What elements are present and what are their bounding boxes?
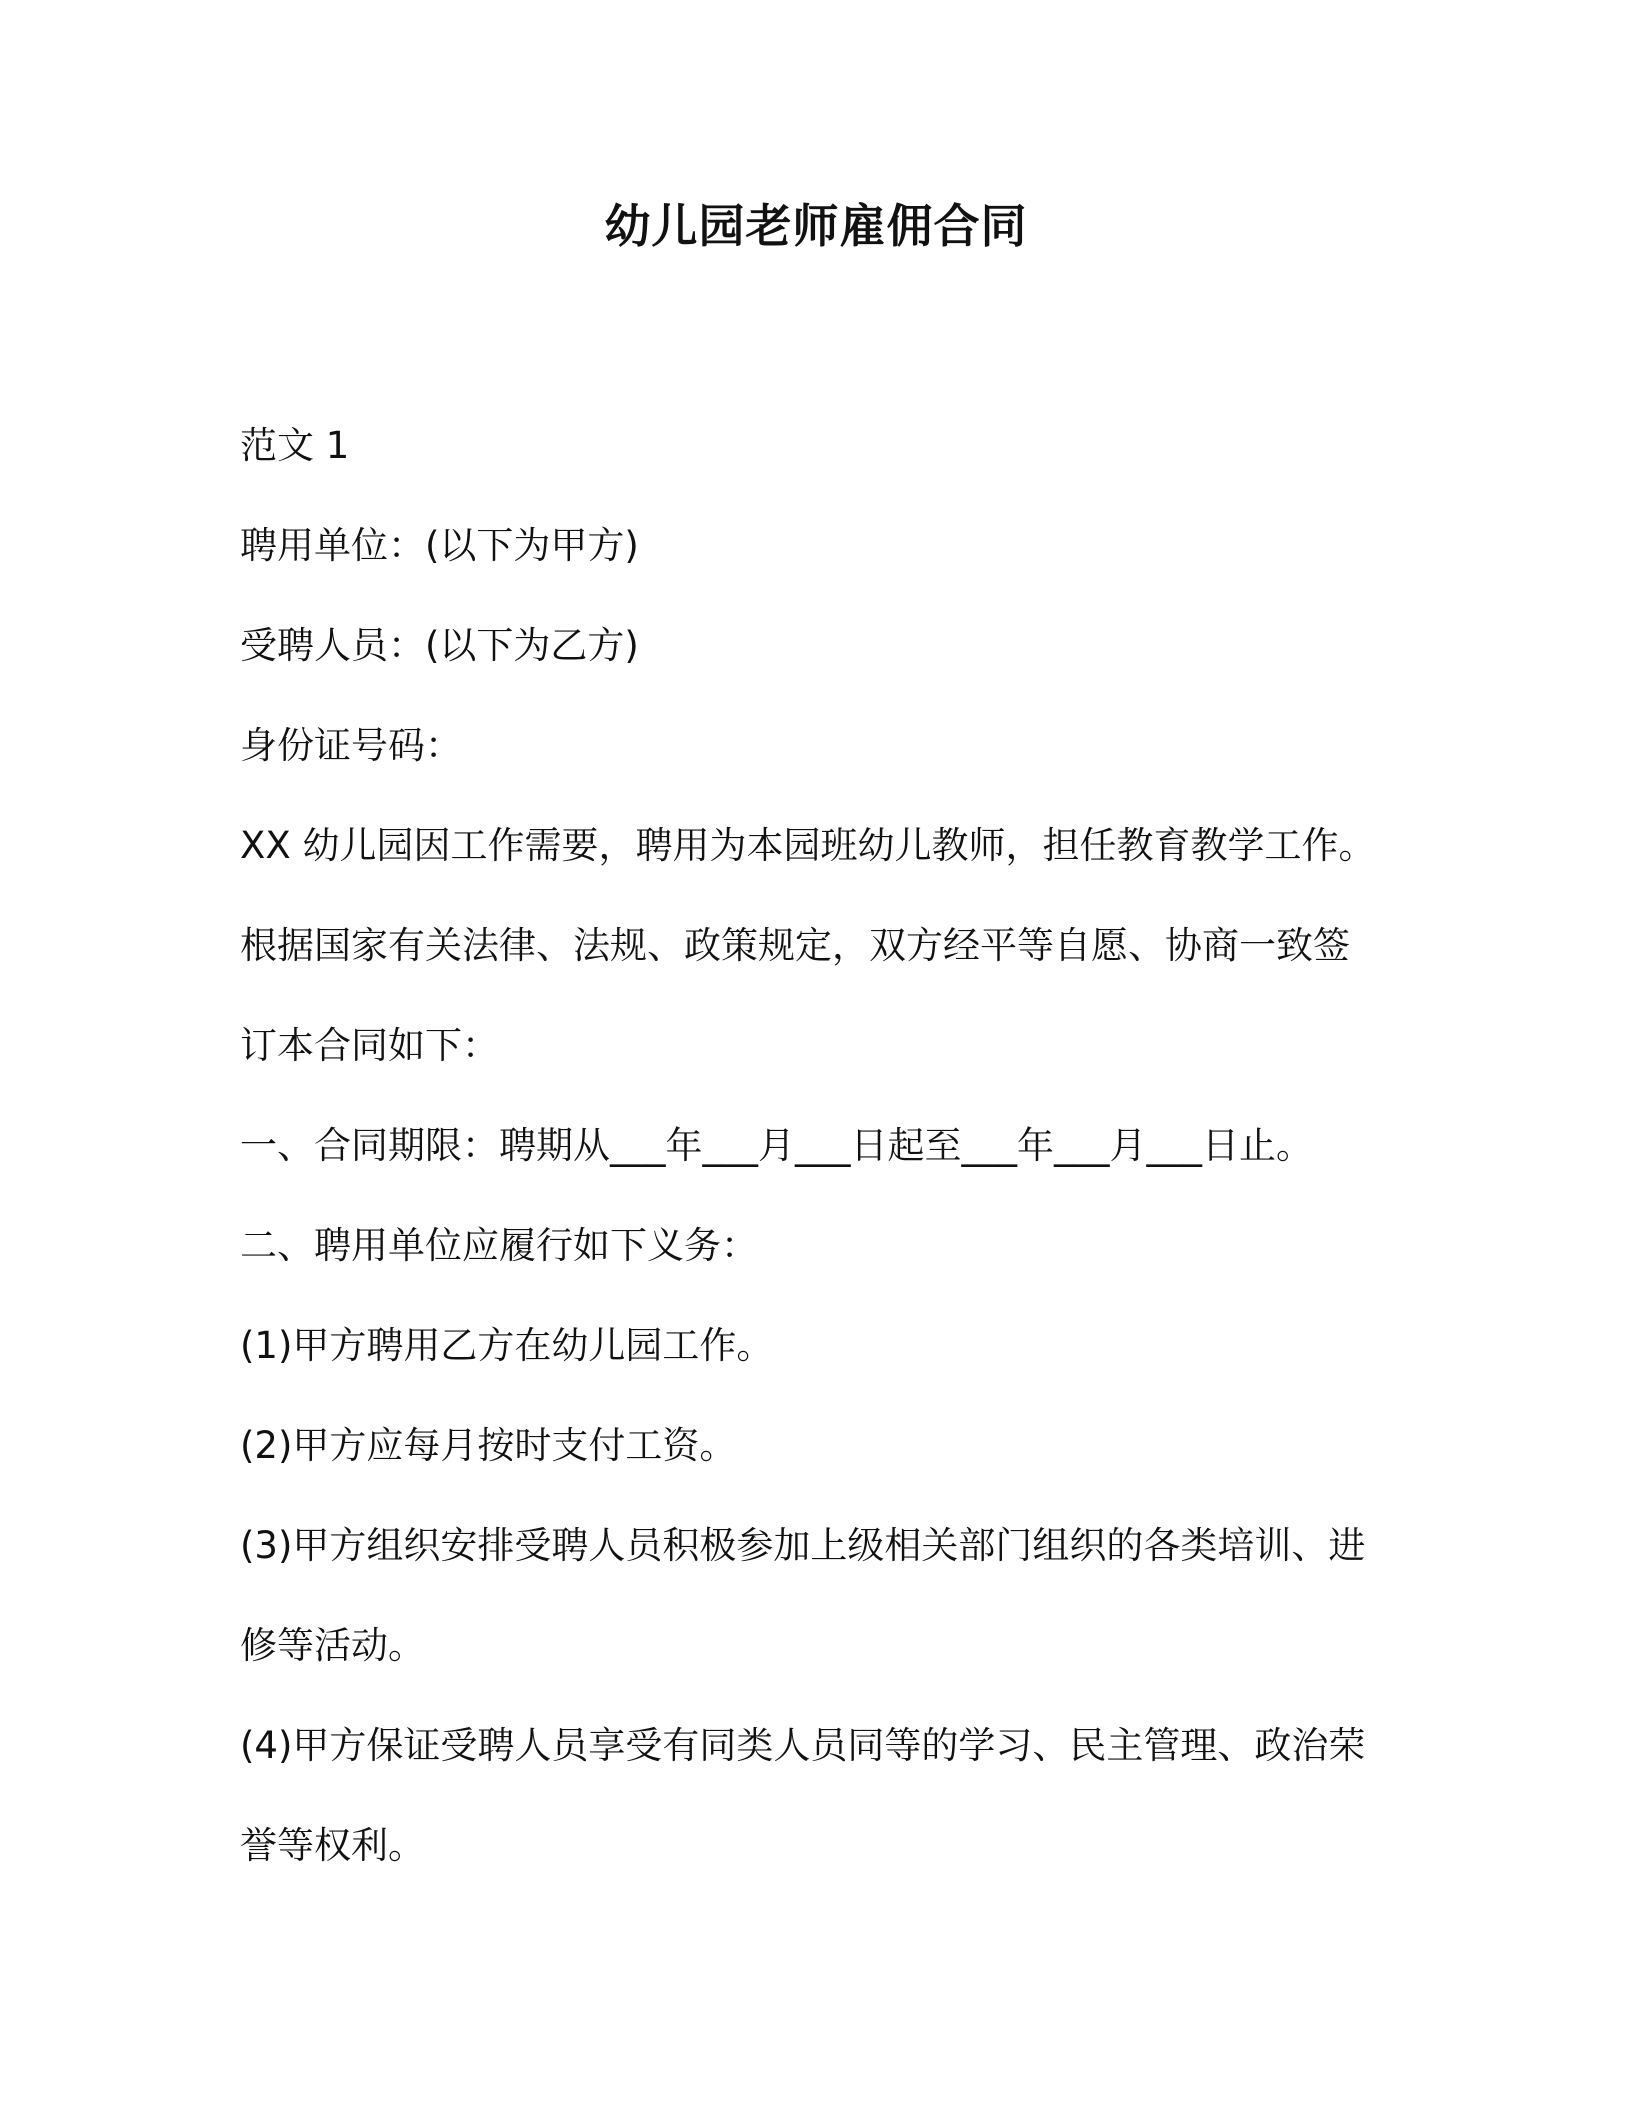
duty-item-4: (4)甲方保证受聘人员享受有同类人员同等的学习、民主管理、政治荣 — [240, 1724, 1366, 1767]
paragraph-text: 根据国家有关法律、法规、政策规定，双方经平等自愿、协商一致签 — [240, 924, 1350, 967]
clause-contract-term: 一、合同期限：聘期从___年___月___日起至___年___月___日止。 — [240, 1124, 1313, 1167]
sample-heading: 范文 1 — [240, 424, 350, 467]
id-number-line: 身份证号码： — [240, 724, 462, 767]
employee-line: 受聘人员：(以下为乙方) — [240, 624, 639, 667]
duty-item-1: (1)甲方聘用乙方在幼儿园工作。 — [240, 1324, 774, 1367]
paragraph-text: XX 幼儿园因工作需要，聘用为本园班幼儿教师，担任教育教学工作。 — [240, 824, 1376, 867]
duty-item-3-continued: 修等活动。 — [240, 1624, 425, 1667]
employer-line: 聘用单位：(以下为甲方) — [240, 524, 639, 567]
clause-employer-duties: 二、聘用单位应履行如下义务： — [240, 1224, 758, 1267]
document-title: 幼儿园老师雇佣合同 — [604, 199, 1028, 253]
duty-item-4-continued: 誉等权利。 — [240, 1824, 425, 1867]
duty-item-2: (2)甲方应每月按时支付工资。 — [240, 1424, 737, 1467]
duty-item-3: (3)甲方组织安排受聘人员积极参加上级相关部门组织的各类培训、进 — [240, 1524, 1366, 1567]
paragraph-text: 订本合同如下： — [240, 1024, 499, 1067]
